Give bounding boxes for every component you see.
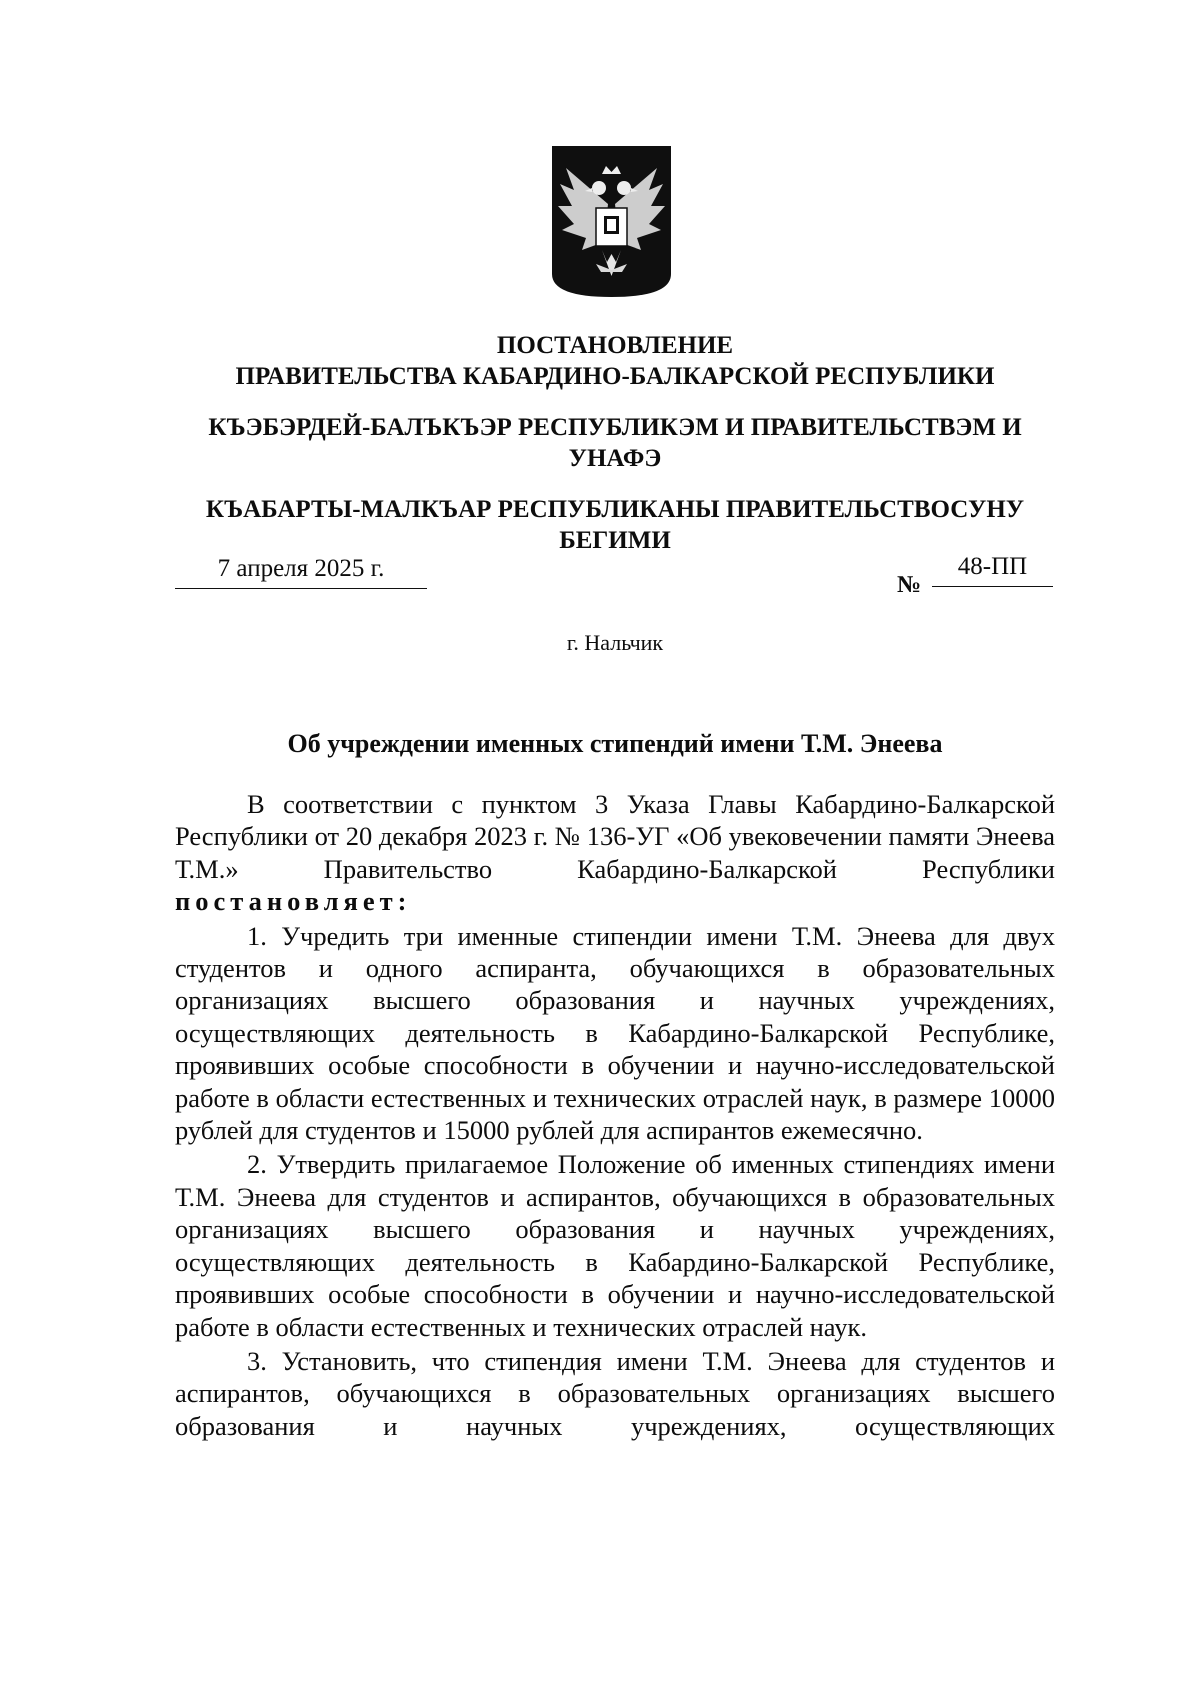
document-type-heading <box>175 330 1055 392</box>
heading-line: ПОСТАНОВЛЕНИЕ <box>496 332 734 359</box>
heading-line: БЕГИМИ <box>559 527 671 554</box>
document-number: 48-ПП <box>932 550 1053 587</box>
city: г. Нальчик <box>566 630 664 655</box>
heading-line: КЪЭБЭРДЕЙ-БАЛЪКЪЭР РЕСПУБЛИКЭМ И ПРАВИТЕЛЬСТВЭМ И <box>208 414 1022 441</box>
resolves-keyword: постановляет: <box>175 886 412 917</box>
paragraph-1: 1. Учредить три именные стипендии имени Т.М. Энеева для двух студентов и одного аспиранта, обучающихся в образовательных организациях высшего образования и научных учреждениях, осуществляющих деятельность в Кабардино-Балкарской Республике, проявивших особые способности в обучении и научно-исследовательской работе в области естественных и технических отраслей наук, в размере 10000 рублей для студентов и 15000 рублей для аспирантов ежемесячно. <box>175 920 1055 1146</box>
number-label: № <box>897 572 922 598</box>
heading-line: УНАФЭ <box>568 445 662 472</box>
balkar-heading <box>175 494 1055 556</box>
paragraph-2: 2. Утвердить прилагаемое Положение об именных стипендиях имени Т.М. Энеева для студентов и аспирантов, обучающихся в образовательных организациях высшего образования и научных учреждениях, осуществляющих деятельность в Кабардино-Балкарской Республике, проявивших особые способности в обучении и научно-исследовательской работе в области естественных и технических отраслей наук. <box>175 1149 1055 1342</box>
coat-of-arms <box>552 146 671 297</box>
kabardian-heading <box>175 412 1055 474</box>
document-body <box>175 788 1055 1442</box>
coat-of-arms-icon <box>552 146 671 297</box>
heading-line: КЪАБАРТЫ-МАЛКЪАР РЕСПУБЛИКАНЫ ПРАВИТЕЛЬСТВОСУНУ <box>205 496 1025 523</box>
preamble-paragraph <box>175 788 1055 918</box>
paragraph-3: 3. Установить, что стипендия имени Т.М. Энеева для студентов и аспирантов, обучающихся в образовательных организациях высшего образования и научных учреждениях, осуществляющих <box>175 1345 1055 1441</box>
document-date: 7 апреля 2025 г. <box>175 552 427 589</box>
document-title: Об учреждении именных стипендий имени Т.М. Энеева <box>287 729 943 758</box>
heading-line: ПРАВИТЕЛЬСТВА КАБАРДИНО-БАЛКАРСКОЙ РЕСПУБЛИКИ <box>235 363 995 390</box>
preamble-text: В соответствии с пунктом 3 Указа Главы Кабардино-Балкарской Республики от 20 декабря 2023 г. № 136-УГ «Об увековечении памяти Энеева Т.М.» Правительство Кабардино-Балкарской Республики <box>175 789 1055 884</box>
